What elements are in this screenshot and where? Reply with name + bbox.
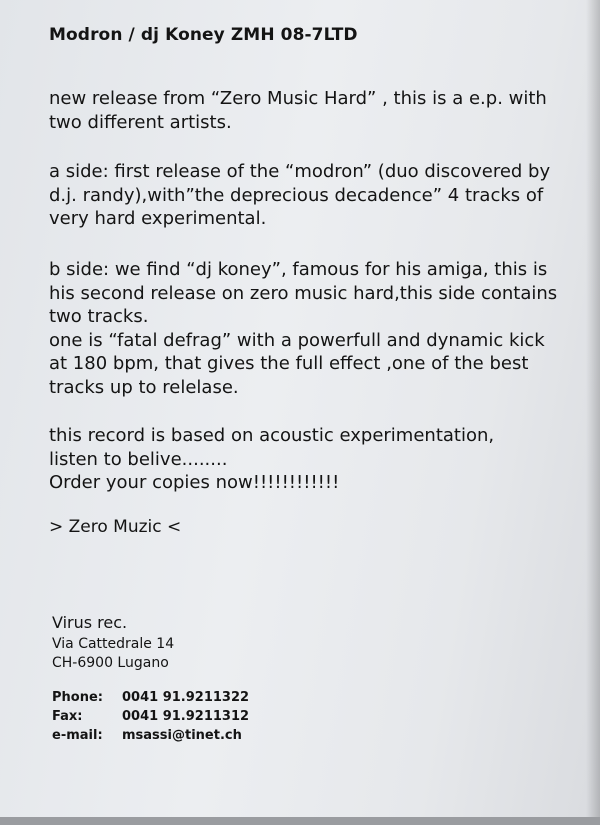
closing-text: this record is based on acoustic experimentation, listen to belive........ Order your copies now!!!!!!!!!!!! bbox=[49, 425, 495, 493]
phone-row bbox=[52, 688, 249, 707]
label-company-name: Virus rec. bbox=[52, 613, 128, 632]
signature: > Zero Muzic < bbox=[49, 517, 182, 537]
fax-label: Fax: bbox=[52, 709, 83, 724]
address-line-1: Via Cattedrale 14 bbox=[52, 636, 175, 652]
release-title: Modron / dj Koney ZMH 08-7LTD bbox=[49, 25, 358, 45]
phone-value: 0041 91.9211322 bbox=[122, 690, 250, 705]
fax-value: 0041 91.9211312 bbox=[122, 709, 250, 724]
phone-label: Phone: bbox=[52, 690, 103, 705]
email-label: e-mail: bbox=[52, 728, 103, 743]
b-side-text: b side: we find “dj koney”, famous for his amiga, this is his second release on zero music hard,this side contains two tracks. one is “fatal defrag” with a powerfull and dynamic kick at 180 bpm, that gives the full effect ,one of the best tracks up to relelase. bbox=[49, 259, 558, 398]
a-side-paragraph bbox=[49, 160, 569, 231]
email-value: msassi@tinet.ch bbox=[122, 728, 242, 743]
intro-paragraph bbox=[49, 87, 569, 134]
table-surface-edge bbox=[0, 817, 600, 825]
paper-shadow-edge bbox=[586, 0, 600, 825]
contact-block bbox=[52, 688, 249, 745]
address-line-2: CH-6900 Lugano bbox=[52, 655, 169, 671]
closing-paragraph bbox=[49, 424, 569, 495]
fax-row bbox=[52, 707, 249, 726]
b-side-paragraph bbox=[49, 258, 569, 399]
intro-text: new release from “Zero Music Hard” , this is a e.p. with two different artists. bbox=[49, 88, 547, 133]
a-side-text: a side: first release of the “modron” (duo discovered by d.j. randy),with”the deprecious decadence” 4 tracks of very hard experimental. bbox=[49, 161, 551, 229]
email-row bbox=[52, 726, 249, 745]
